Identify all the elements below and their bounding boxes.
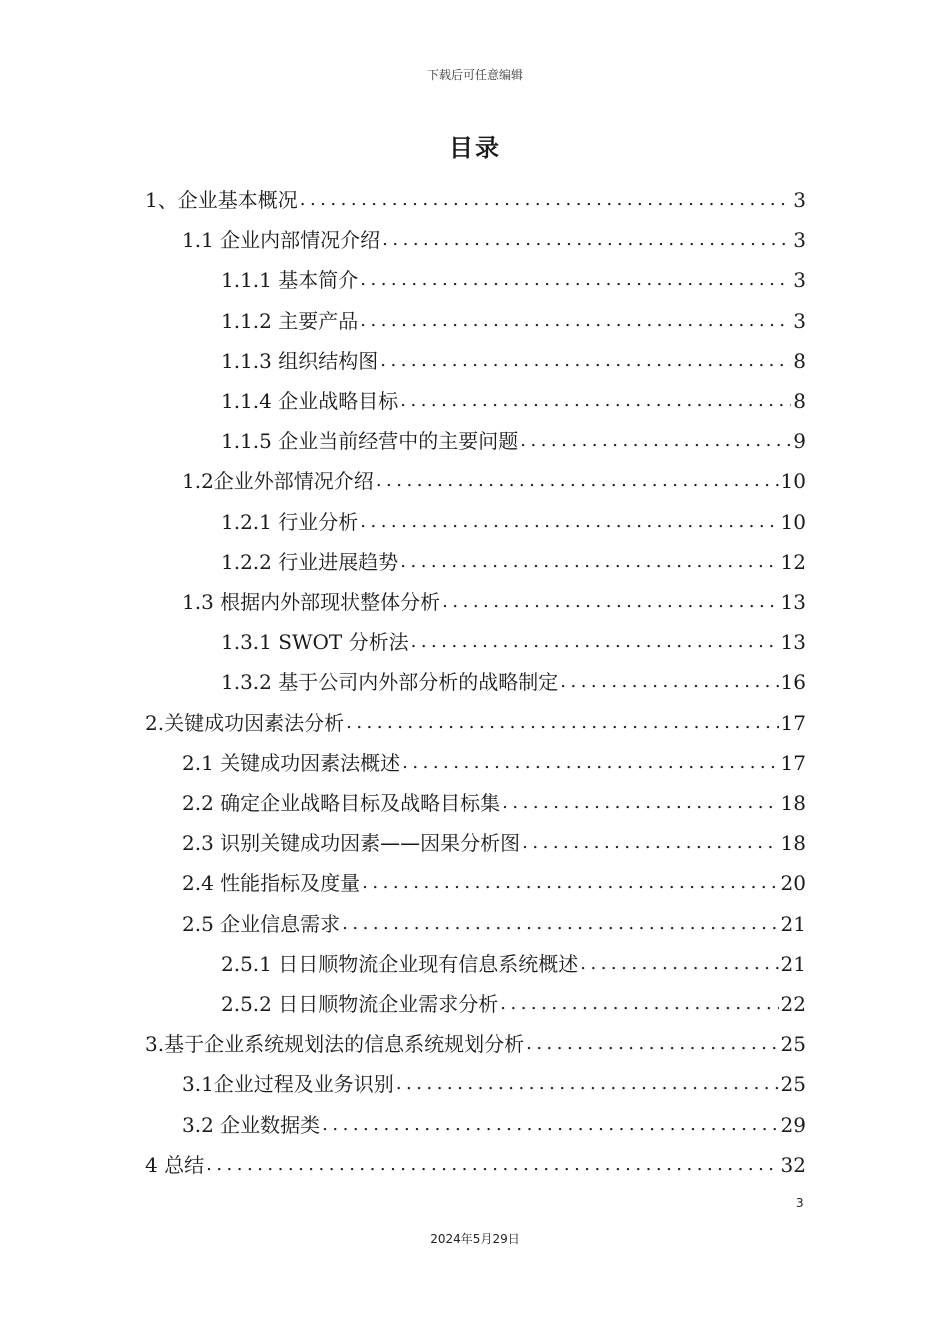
toc-entry-page: 32 — [780, 1153, 806, 1177]
toc-entry-title: 企业当前经营中的主要问题 — [278, 429, 519, 453]
toc-entry-title: 企业数据类 — [220, 1113, 321, 1137]
toc-entry-page: 3 — [793, 268, 806, 292]
toc-entry-title: 确定企业战略目标及战略目标集 — [220, 791, 501, 815]
toc-dot-leader — [560, 662, 778, 702]
toc-entry[interactable] — [182, 783, 806, 823]
toc-dot-leader — [376, 461, 779, 501]
toc-entry[interactable] — [221, 944, 806, 984]
toc-entry-page: 12 — [780, 550, 806, 574]
toc-entry-number: 1.1.3 — [221, 349, 279, 373]
toc-dot-leader — [346, 703, 778, 743]
toc-dot-leader — [342, 904, 778, 944]
toc-entry-page: 21 — [780, 952, 806, 976]
toc-entry-title: 关键成功因素法概述 — [220, 751, 401, 775]
toc-entry-title: 企业外部情况介绍 — [213, 469, 374, 493]
toc-entry[interactable] — [145, 703, 806, 743]
toc-entry[interactable] — [221, 260, 806, 300]
toc-entry-number: 2.3 — [182, 831, 221, 855]
toc-entry-title: 企业内部情况介绍 — [220, 228, 381, 252]
toc-entry-title: 基于企业系统规划法的信息系统规划分析 — [164, 1032, 525, 1056]
header-note: 下载后可任意编辑 — [426, 68, 523, 82]
toc-entry-page: 13 — [780, 630, 806, 654]
toc-entry-page: 3 — [793, 188, 806, 212]
toc-entry-page: 16 — [780, 670, 806, 694]
toc-entry-page: 8 — [793, 349, 806, 373]
toc-dot-leader — [300, 180, 792, 220]
toc-entry[interactable] — [182, 904, 806, 944]
toc-entry-title: 基于公司内外部分析的战略制定 — [278, 670, 559, 694]
toc-entry-number: 3.2 — [182, 1113, 221, 1137]
toc-entry-number: 2.5.2 — [221, 992, 279, 1016]
toc-entry[interactable] — [145, 1145, 806, 1185]
toc-entry-number: 2.1 — [182, 751, 221, 775]
toc-title: 目录 — [449, 134, 501, 162]
toc-dot-leader — [580, 944, 778, 984]
toc-dot-leader — [442, 582, 778, 622]
toc-entry-number: 1.2 — [182, 469, 214, 493]
toc-entry[interactable] — [221, 341, 806, 381]
toc-entry-title: 企业信息需求 — [220, 912, 341, 936]
toc-entry-page: 25 — [780, 1072, 806, 1096]
toc-dot-leader — [360, 502, 778, 542]
toc-entry[interactable] — [182, 1105, 806, 1145]
toc-entry[interactable] — [182, 461, 806, 501]
toc-dot-leader — [526, 1024, 778, 1064]
footer-date: 2024年5月29日 — [430, 1232, 520, 1246]
toc-entry[interactable] — [182, 220, 806, 260]
toc-entry-title: 日日顺物流企业现有信息系统概述 — [278, 952, 579, 976]
toc-entry[interactable] — [221, 301, 806, 341]
toc-entry-number: 1、 — [145, 188, 178, 212]
page-number: 3 — [796, 1196, 804, 1210]
toc-entry-title: 根据内外部现状整体分析 — [220, 590, 441, 614]
toc-entry-page: 18 — [780, 791, 806, 815]
toc-entry-number: 2.2 — [182, 791, 221, 815]
toc-entry[interactable] — [182, 743, 806, 783]
toc-dot-leader — [400, 542, 778, 582]
toc-entry-number: 1.1.4 — [221, 389, 279, 413]
toc-entry-page: 17 — [780, 751, 806, 775]
toc-entry-title: 行业分析 — [278, 510, 359, 534]
toc-dot-leader — [206, 1145, 778, 1185]
toc-entry[interactable] — [221, 502, 806, 542]
toc-entry-page: 29 — [780, 1113, 806, 1137]
toc-entry-number: 3.1 — [182, 1072, 214, 1096]
toc-dot-leader — [322, 1105, 778, 1145]
toc-entry-page: 17 — [780, 711, 806, 735]
toc-entry-title: 组织结构图 — [278, 349, 379, 373]
toc-entry-title: 主要产品 — [278, 309, 359, 333]
toc-entry-page: 10 — [780, 469, 806, 493]
toc-entry[interactable] — [145, 1024, 806, 1064]
toc-entry-number: 4 — [145, 1153, 165, 1177]
toc-dot-leader — [360, 301, 791, 341]
toc-entry-number: 1.1.2 — [221, 309, 279, 333]
toc-entry-title: 识别关键成功因素——因果分析图 — [220, 831, 521, 855]
toc-entry-title: 企业战略目标 — [278, 389, 399, 413]
toc-entry-number: 1.1.1 — [221, 268, 279, 292]
toc-entry-title: 性能指标及度量 — [220, 871, 361, 895]
toc-dot-leader — [402, 743, 778, 783]
toc-entry-page: 20 — [780, 871, 806, 895]
toc-dot-leader — [380, 341, 791, 381]
toc-dot-leader — [502, 783, 778, 823]
toc-entry-page: 10 — [780, 510, 806, 534]
toc-entry-page: 9 — [793, 429, 806, 453]
toc-entry-number: 2.4 — [182, 871, 221, 895]
toc-entry-page: 18 — [780, 831, 806, 855]
toc-entry-page: 21 — [780, 912, 806, 936]
toc-entry-number: 2.5.1 — [221, 952, 279, 976]
toc-entry-title: 基本简介 — [278, 268, 359, 292]
toc-entry-number: 2.5 — [182, 912, 221, 936]
toc-dot-leader — [362, 863, 778, 903]
toc-dot-leader — [400, 381, 791, 421]
toc-entry-page: 13 — [780, 590, 806, 614]
toc-entry[interactable] — [182, 582, 806, 622]
toc-entry-number: 1.3 — [182, 590, 221, 614]
toc-entry-page: 8 — [793, 389, 806, 413]
toc-entry-title: 分析法 — [348, 630, 409, 654]
toc-entry-title: 企业基本概况 — [177, 188, 298, 212]
toc-entry[interactable] — [221, 662, 806, 702]
toc-entry-number: 2. — [145, 711, 165, 735]
toc-entry-title: 企业过程及业务识别 — [213, 1072, 394, 1096]
toc-dot-leader — [360, 260, 791, 300]
toc-entry[interactable] — [145, 180, 806, 220]
toc-entry-number: 1.3.1 SWOT — [221, 630, 349, 654]
toc-entry-number: 1.2.1 — [221, 510, 279, 534]
toc-entry[interactable] — [182, 823, 806, 863]
toc-entry[interactable] — [221, 381, 806, 421]
toc-entry-page: 25 — [780, 1032, 806, 1056]
toc-entry[interactable] — [221, 984, 806, 1024]
toc-entry-title: 行业进展趋势 — [278, 550, 399, 574]
toc-dot-leader — [520, 421, 791, 461]
toc-entry-number: 1.3.2 — [221, 670, 279, 694]
toc-entry-number: 1.1.5 — [221, 429, 279, 453]
toc-dot-leader — [500, 984, 778, 1024]
toc-entry[interactable] — [182, 1064, 806, 1104]
toc-dot-leader — [396, 1064, 779, 1104]
toc-entry-page: 3 — [793, 228, 806, 252]
toc-entry[interactable] — [221, 421, 806, 461]
toc-entry-number: 1.2.2 — [221, 550, 279, 574]
toc-entry-title: 日日顺物流企业需求分析 — [278, 992, 499, 1016]
toc-entry[interactable] — [221, 542, 806, 582]
toc-entry-number: 1.1 — [182, 228, 221, 252]
toc-entry[interactable] — [182, 863, 806, 903]
toc-entry-page: 22 — [780, 992, 806, 1016]
toc-dot-leader — [382, 220, 791, 260]
toc-dot-leader — [411, 622, 779, 662]
toc-entry[interactable] — [221, 622, 806, 662]
toc-entry-page: 3 — [793, 309, 806, 333]
toc-entry-title: 关键成功因素法分析 — [164, 711, 345, 735]
toc-entry-number: 3. — [145, 1032, 165, 1056]
toc-entry-title: 总结 — [164, 1153, 205, 1177]
toc-dot-leader — [522, 823, 778, 863]
